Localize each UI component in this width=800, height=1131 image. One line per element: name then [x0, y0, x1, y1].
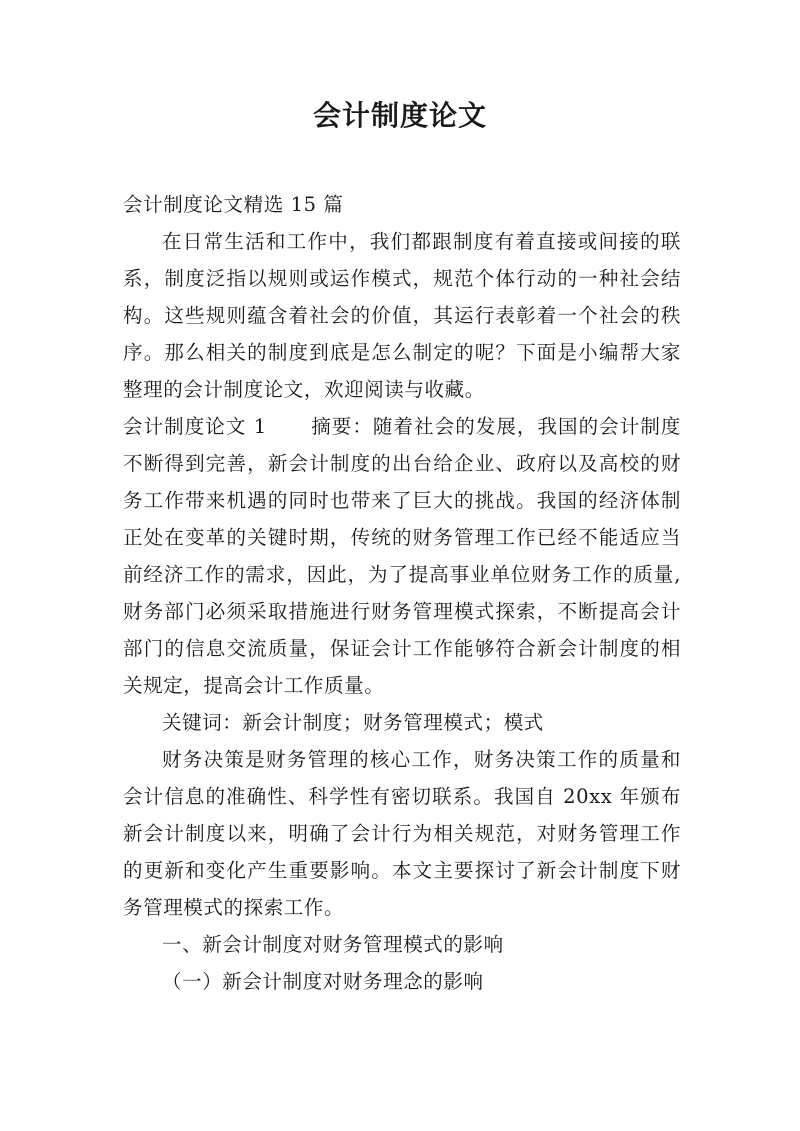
subsection-heading-1-1: （一）新会计制度对财务理念的影响	[162, 970, 484, 993]
section-heading-1: 一、新会计制度对财务管理模式的影响	[162, 933, 504, 956]
keywords-line: 关键词：新会计制度；财务管理模式；模式	[162, 711, 544, 734]
article-1-label: 会计制度论文 1	[123, 415, 267, 438]
document-subtitle: 会计制度论文精选 15 篇	[123, 193, 344, 216]
body-paragraph: 财务决策是财务管理的核心工作，财务决策工作的质量和会计信息的准确性、科学性有密切联系。我国自 20xx 年颁布新会计制度以来，明确了会计行为相关规范，对财务管理工作的更新和变化产生重要影响。本文主要探讨了新会计制度下财务管理模式的探索工作。	[123, 748, 681, 919]
abstract-text: 摘要：随着社会的发展，我国的会计制度不断得到完善，新会计制度的出台给企业、政府以及高校的财务工作带来机遇的同时也带来了巨大的挑战。我国的经济体制正处在变革的关键时期，传统的财务管理工作已经不能适应当前经济工作的需求，因此，为了提高事业单位财务工作的质量,财务部门必须采取措施进行财务管理模式探索，不断提高会计部门的信息交流质量，保证会计工作能够符合新会计制度的相关规定，提高会计工作质量。	[123, 415, 682, 697]
intro-paragraph: 在日常生活和工作中，我们都跟制度有着直接或间接的联系，制度泛指以规则或运作模式，规范个体行动的一种社会结构。这些规则蕴含着社会的价值，其运行表彰着一个社会的秩序。那么相关的制度到底是怎么制定的呢？下面是小编帮大家整理的会计制度论文，欢迎阅读与收藏。	[123, 230, 681, 401]
document-title: 会计制度论文	[312, 99, 487, 132]
article-1-paragraph	[123, 408, 681, 704]
document-body	[123, 186, 681, 1000]
